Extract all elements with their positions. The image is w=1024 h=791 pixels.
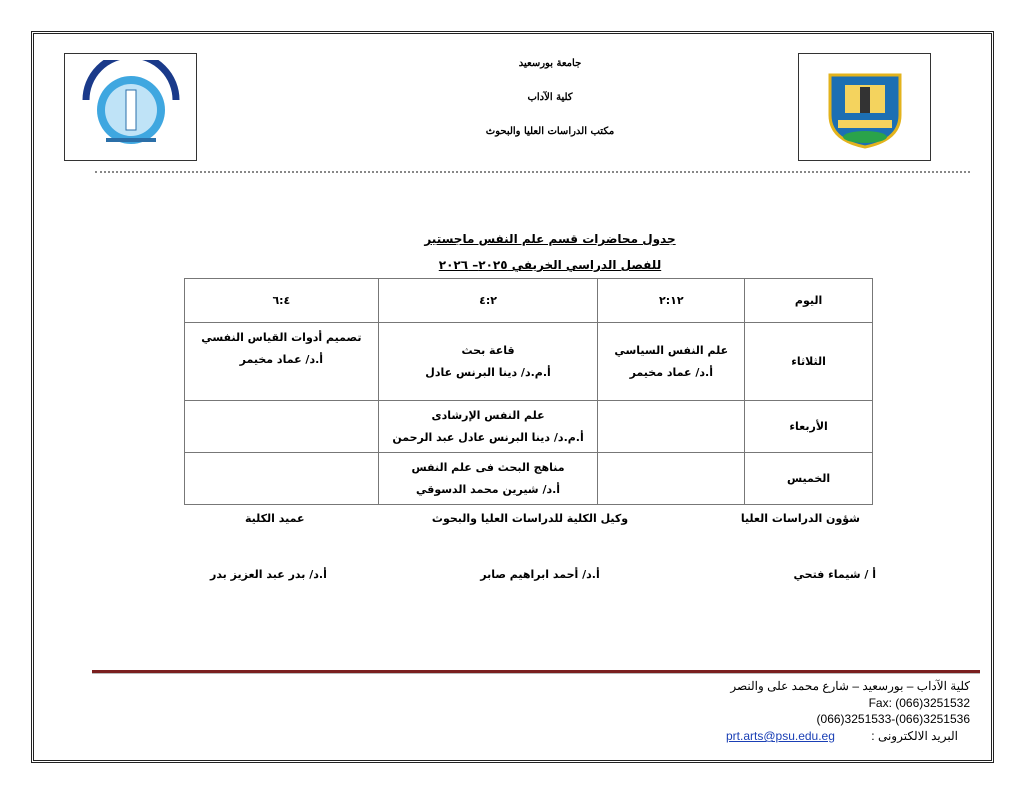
course-name: علم النفس الإرشادى xyxy=(431,408,545,422)
day-cell: الأربعاء xyxy=(745,401,873,453)
signature-name: أ.د/ أحمد ابراهيم صابر xyxy=(480,568,600,581)
signature-name: أ / شيماء فتحي xyxy=(793,568,876,581)
faculty-logo xyxy=(64,53,197,161)
course-name: قاعة بحث xyxy=(461,343,515,357)
footer-address: كلية الآداب – بورسعيد – شارع محمد على والنصر xyxy=(730,679,970,693)
instructor-name: أ.م.د/ دينا البرنس عادل عبد الرحمن xyxy=(392,430,584,444)
lecture-cell xyxy=(378,323,598,401)
lecture-cell xyxy=(598,401,745,453)
signature-role: وكيل الكلية للدراسات العليا والبحوث xyxy=(431,512,629,525)
dotted-divider xyxy=(95,171,970,173)
lecture-cell xyxy=(378,401,598,453)
course-name: علم النفس السياسي xyxy=(614,343,729,357)
instructor-name: أ.د/ شيرين محمد الدسوقي xyxy=(416,482,561,496)
lecture-cell xyxy=(598,323,745,401)
day-cell: الثلاثاء xyxy=(745,323,873,401)
header-cell: اليوم xyxy=(745,279,873,323)
signature-role: عميد الكلية xyxy=(245,512,305,525)
header-cell: ٤:٢ xyxy=(378,279,598,323)
footer-fax: Fax: (066)3251532 xyxy=(868,696,970,710)
footer-email-label: البريد الالكترونى : xyxy=(871,729,958,743)
instructor-name: أ.د/ عماد مخيمر xyxy=(239,353,324,366)
shield-logo-icon xyxy=(820,65,910,150)
faculty-name: كلية الآداب xyxy=(527,92,573,103)
lecture-cell xyxy=(598,453,745,505)
university-logo xyxy=(798,53,931,161)
header-cell: ٢:١٢ xyxy=(598,279,745,323)
lecture-cell xyxy=(378,453,598,505)
header-cell: ٦:٤ xyxy=(185,279,379,323)
signature-role: شؤون الدراسات العليا xyxy=(740,512,860,525)
lighthouse-logo-icon xyxy=(76,60,186,155)
course-name: مناهج البحث فى علم النفس xyxy=(411,460,565,474)
footer-phones: (066)3251533-(066)3251536 xyxy=(816,712,970,726)
lecture-cell xyxy=(185,323,379,401)
course-name: تصميم أدوات القياس النفسي xyxy=(201,331,362,344)
office-name: مكتب الدراسات العليا والبحوث xyxy=(485,126,615,137)
instructor-name: أ.م.د/ دينا البرنس عادل xyxy=(425,365,551,379)
table-header-row xyxy=(185,279,873,323)
lecture-cell xyxy=(185,453,379,505)
instructor-name: أ.د/ عماد مخيمر xyxy=(629,365,713,379)
schedule-table xyxy=(184,278,873,505)
day-cell: الخميس xyxy=(745,453,873,505)
signature-name: أ.د/ بدر عبد العزيز بدر xyxy=(210,568,327,581)
table-row xyxy=(185,323,873,401)
university-name: جامعة بورسعيد xyxy=(518,58,582,69)
lecture-cell xyxy=(185,401,379,453)
schedule-subtitle: للفصل الدراسي الخريفي ٢٠٢٥– ٢٠٢٦ xyxy=(438,258,662,272)
footer-divider xyxy=(92,670,980,674)
table-row xyxy=(185,453,873,505)
schedule-title: جدول محاضرات قسم علم النفس ماجستير xyxy=(424,232,676,246)
table-row xyxy=(185,401,873,453)
footer-email-link[interactable]: prt.arts@psu.edu.eg xyxy=(726,729,835,743)
